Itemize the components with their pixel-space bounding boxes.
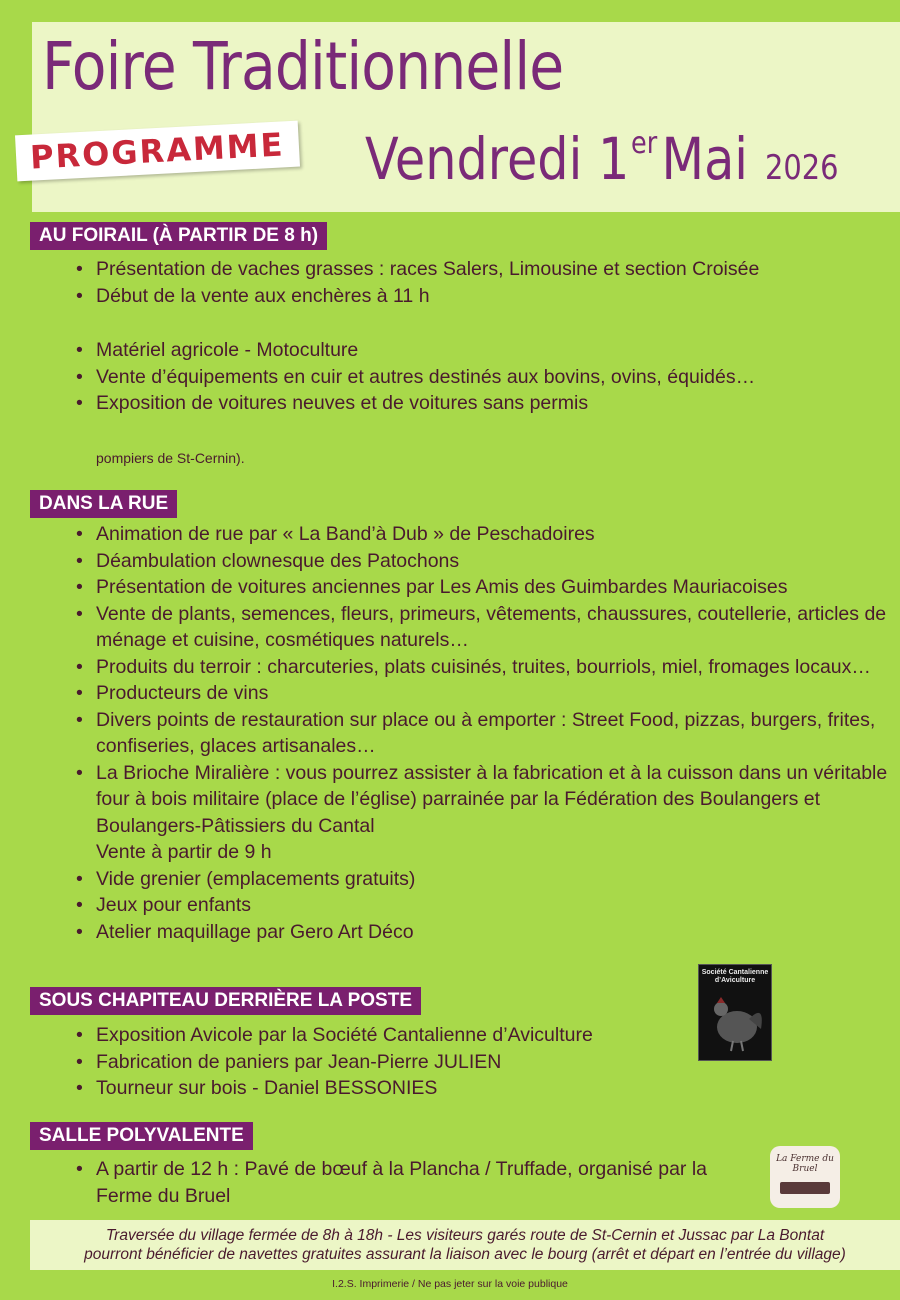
date-year: 2026 xyxy=(764,148,839,188)
logo-band xyxy=(780,1182,830,1194)
footer-text xyxy=(30,1226,900,1264)
list-item: • Déambulation clownesque des Patochons xyxy=(76,549,460,572)
rooster-icon xyxy=(699,985,771,1055)
poster-title: Foire Traditionnelle xyxy=(42,28,564,105)
list-item: • Présentation de vaches grasses : races Salers, Limousine et section Croisée xyxy=(76,258,760,280)
footer-line-2: pourront bénéficier de navettes gratuites assurant la liaison avec le bourg (arrêt et départ en l’entrée du village) xyxy=(84,1246,846,1263)
list-item: • Produits du terroir : charcuteries, plats cuisinés, truites, bourriols, miel, fromages locaux… xyxy=(76,655,871,678)
list-item: • Tourneur sur bois - Daniel BESSONIES xyxy=(76,1077,438,1099)
aviculture-logo-text: Société Cantalienne d’Aviculture xyxy=(701,969,769,984)
list-item: • Animation de rue par « La Band’à Dub » de Peschadoires xyxy=(76,523,595,545)
brioche-subline: Vente à partir de 9 h xyxy=(96,841,272,863)
section-heading-salle: SALLE POLYVALENTE xyxy=(30,1122,253,1150)
imprint: I.2.S. Imprimerie / Ne pas jeter sur la voie publique xyxy=(332,1278,568,1290)
list-item: • Vente de plants, semences, fleurs, primeurs, vêtements, chaussures, coutellerie, articles de ménage et cuisine, cosmétiques naturels… xyxy=(76,602,887,651)
event-date xyxy=(365,125,839,193)
list-item: • A partir de 12 h : Pavé de bœuf à la Plancha / Truffade, organisé par la Ferme du Bruel xyxy=(76,1158,708,1207)
section-heading-chapiteau: SOUS CHAPITEAU DERRIÈRE LA POSTE xyxy=(30,987,421,1015)
programme-label: PROGRAMME xyxy=(15,121,300,182)
section-heading-rue: DANS LA RUE xyxy=(30,490,177,518)
date-ordinal: er xyxy=(631,126,658,161)
ferme-du-bruel-logo xyxy=(770,1146,840,1208)
list-item: • Présentation de voitures anciennes par Les Amis des Guimbardes Mauriacoises xyxy=(76,576,788,598)
list-item: • Exposition de voitures neuves et de voitures sans permis xyxy=(76,392,589,414)
list-item: • Matériel agricole - Motoculture xyxy=(76,339,359,361)
list-gap xyxy=(76,309,891,337)
list-item: • Début de la vente aux enchères à 11 h xyxy=(76,284,430,307)
foirail-note: pompiers de St-Cernin). xyxy=(96,450,245,466)
footer-notice xyxy=(30,1220,900,1270)
ferme-logo-text: La Ferme du Bruel xyxy=(776,1154,834,1174)
list-salle xyxy=(76,1156,756,1209)
list-rue xyxy=(76,521,891,945)
footer-line-1: Traversée du village fermée de 8h à 18h - Les visiteurs garés route de St-Cernin et Jussac par La Bontat xyxy=(105,1227,825,1244)
list-item: • Producteurs de vins xyxy=(76,682,269,704)
list-item: • Exposition Avicole par la Société Cantalienne d’Aviculture xyxy=(76,1024,593,1046)
list-item: • Vente d’équipements en cuir et autres destinés aux bovins, ovins, équidés… xyxy=(76,365,756,388)
list-item: • Fabrication de paniers par Jean-Pierre JULIEN xyxy=(76,1050,502,1073)
list-item: • Jeux pour enfants xyxy=(76,894,252,916)
list-item: • Vide grenier (emplacements gratuits) xyxy=(76,867,416,890)
list-item: • Atelier maquillage par Gero Art Déco xyxy=(76,920,414,943)
list-chapiteau xyxy=(76,1022,696,1102)
date-month: Mai xyxy=(661,125,748,193)
list-foirail xyxy=(76,256,891,417)
section-heading-foirail: AU FOIRAIL (À PARTIR DE 8 h) xyxy=(30,222,327,250)
list-item: • La Brioche Miralière : vous pourrez assister à la fabrication et à la cuisson dans un véritable four à bois militaire (place de l’église) parrainée par la Fédération des Boulangers et Boulangers-Pâtissiers du Cantal Vente à partir de 9 h xyxy=(76,761,888,863)
list-item: • Divers points de restauration sur place ou à emporter : Street Food, pizzas, burgers, frites, confiseries, glaces artisanales… xyxy=(76,708,876,757)
date-day: Vendredi 1 xyxy=(365,125,630,193)
aviculture-logo-image xyxy=(698,964,772,1061)
